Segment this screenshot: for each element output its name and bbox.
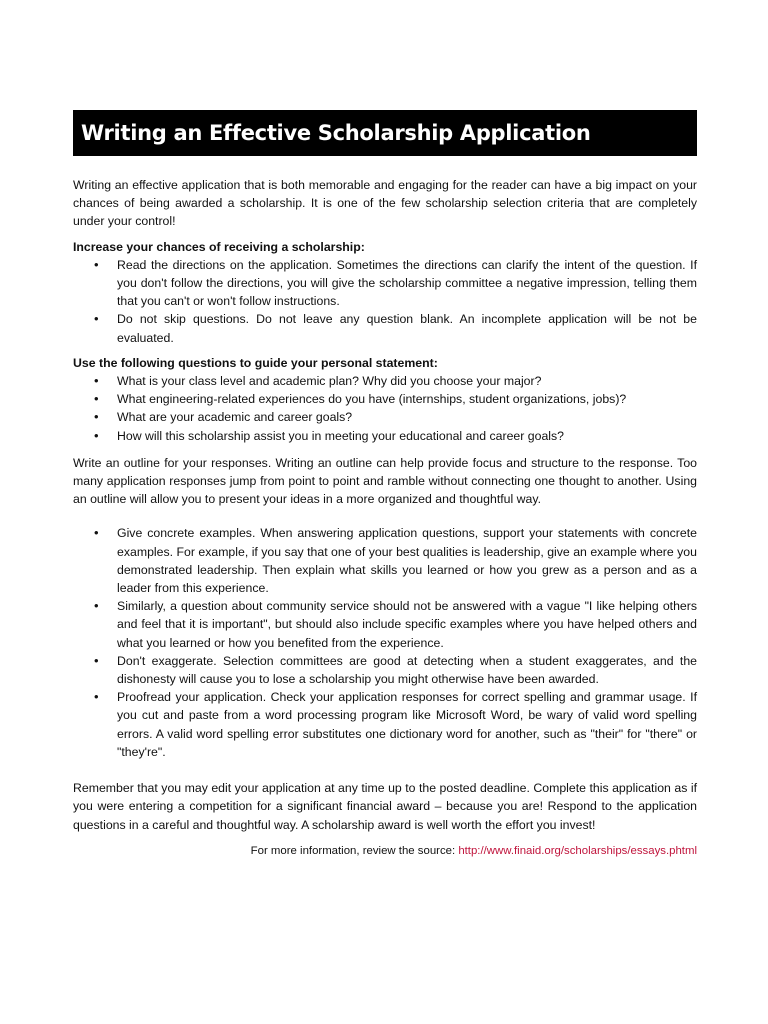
- list-item: • Do not skip questions. Do not leave any question blank. An incomplete application will be not be evaluated.: [73, 310, 697, 346]
- source-link[interactable]: http://www.finaid.org/scholarships/essays.phtml: [458, 844, 697, 857]
- list-item: • Give concrete examples. When answering application questions, support your statements with concrete examples. For example, if you say that one of your best qualities is leadership, give an example where you demonstrated leadership. Then explain what skills you learned or how you grew as a person and as a leader from this experience.: [73, 524, 697, 597]
- list-item: • Read the directions on the application. Sometimes the directions can clarify the intent of the question. If you don't follow the directions, you will give the scholarship committee a negative impression, telling them that you can't or won't follow instructions.: [73, 256, 697, 311]
- list-item: • Proofread your application. Check your application responses for correct spelling and grammar usage. If you cut and paste from a word processing program like Microsoft Word, be wary of valid word spelling errors. A valid word spelling error substitutes one dictionary word for another, such as "their" for "there" or "they're".: [73, 688, 697, 761]
- list-item: • What engineering-related experiences do you have (internships, student organizations, jobs)?: [73, 390, 697, 408]
- outline-paragraph: Write an outline for your responses. Writing an outline can help provide focus and structure to the response. Too many application responses jump from point to point and ramble without connecting one thought to another. Using an outline will allow you to present your ideas in a more organized and thoughtful way.: [73, 455, 697, 507]
- section2-list: [73, 372, 697, 445]
- section1-heading: Increase your chances of receiving a scholarship:: [73, 239, 365, 254]
- source-line: [73, 842, 697, 860]
- list-item: • What are your academic and career goals?: [73, 408, 697, 426]
- list-item: • Similarly, a question about community service should not be answered with a vague "I like helping others and feel that it is important", but should also include specific examples where you have helped others and what you learned or how you benefited from the experience.: [73, 597, 697, 652]
- intro-paragraph: Writing an effective application that is both memorable and engaging for the reader can have a big impact on your chances of being awarded a scholarship. It is one of the few scholarship selection criteria that are completely under your control!: [73, 178, 697, 229]
- list-item: • Don't exaggerate. Selection committees are good at detecting when a student exaggerates, and the dishonesty will cause you to lose a scholarship you might otherwise have been awarded.: [73, 652, 697, 688]
- section1-list: [73, 256, 697, 347]
- closing-paragraph: Remember that you may edit your application at any time up to the posted deadline. Complete this application as if you were entering a competition for a significant financial award – because you are! Respond to the application questions in a careful and thoughtful way. A scholarship award is well worth the effort you invest!: [73, 781, 697, 832]
- list-item: • What is your class level and academic plan? Why did you choose your major?: [73, 372, 697, 390]
- tips-list: [73, 524, 697, 761]
- document-body: [73, 176, 697, 860]
- source-label: For more information, review the source:: [250, 844, 459, 857]
- page-title: Writing an Effective Scholarship Application: [73, 110, 697, 156]
- section2-heading: Use the following questions to guide your personal statement:: [73, 355, 438, 370]
- list-item: • How will this scholarship assist you in meeting your educational and career goals?: [73, 427, 697, 445]
